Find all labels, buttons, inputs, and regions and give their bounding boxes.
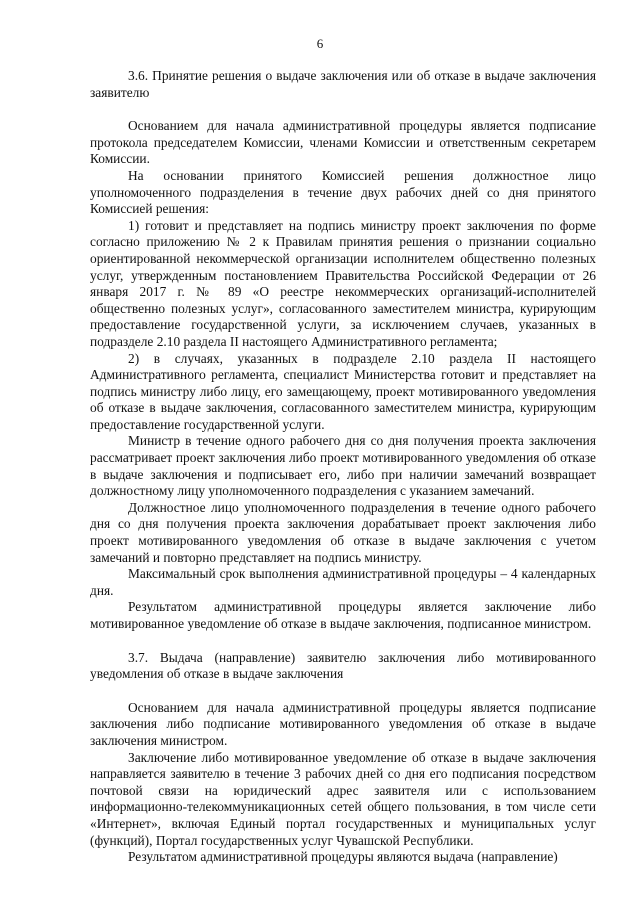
section-heading-3-6: 3.6. Принятие решения о выдаче заключения или об отказе в выдаче заключения заявителю: [90, 68, 596, 100]
page-number: 6: [316, 36, 324, 51]
paragraph: Должностное лицо уполномоченного подразделения в течение одного рабочего дня со дня получения проекта заключения дорабатывает проект заключения либо проект мотивированного уведомления об отказе в выдаче заключения с учетом замечаний и повторно представляет на подпись министру.: [90, 499, 596, 565]
paragraph: Результатом административной процедуры являются выдача (направление): [128, 849, 558, 865]
paragraph: Основанием для начала административной процедуры является подписание протокола председателем Комиссии, членами Комиссии и ответственным секретарем Комиссии.: [90, 118, 596, 167]
spacer: [90, 633, 596, 650]
spacer: [90, 683, 596, 700]
paragraph: Максимальный срок выполнения административной процедуры – 4 календарных дня.: [90, 566, 596, 598]
spacer: [90, 101, 596, 118]
paragraph: Результатом административной процедуры является заключение либо мотивированное уведомление об отказе в выдаче заключения, подписанное министром.: [90, 599, 596, 631]
paragraph: Основанием для начала административной процедуры является подписание заключения либо подписание мотивированного уведомления об отказе в выдаче заключения министром.: [90, 699, 596, 748]
section-heading-3-7: 3.7. Выдача (направление) заявителю заключения либо мотивированного уведомления об отказе в выдаче заключения: [90, 649, 596, 682]
paragraph: Заключение либо мотивированное уведомление об отказе в выдаче заключения направляется заявителю в течение 3 рабочих дней со дня его подписания посредством почтовой связи на юридический адрес заявителя или с использованием информационно-телекоммуникационных сетей общего пользования, в том числе сети «Интернет», включая Единый портал государственных и муниципальных услуг (функций), Портал государственных услуг Чувашской Республики.: [90, 749, 596, 848]
list-item-1: 1) готовит и представляет на подпись министру проект заключения по форме согласно приложению № 2 к Правилам принятия решения о признании социально ориентированной некоммерческой организации исполнителем общественно полезных услуг, утвержденным постановлением Правительства Российской Федерации от 26 января 2017 г. № 89 «О реестре некоммерческих организаций-исполнителей общественно полезных услуг», согласованного заместителем министра, курирующим предоставление государственной услуги, за исключением случаев, указанных в подразделе 2.10 раздела II настоящего Административного регламента;: [90, 217, 596, 349]
paragraph: На основании принятого Комиссией решения должностное лицо уполномоченного подразделения в течение двух рабочих дней со дня принятого Комиссией решения:: [90, 167, 596, 217]
paragraph: Министр в течение одного рабочего дня со дня получения проекта заключения рассматривает проект заключения либо проект мотивированного уведомления об отказе в выдаче заключения и подписывает его, либо при наличии замечаний возвращает должностному лицу уполномоченного подразделения с указанием замечаний.: [90, 433, 596, 499]
document-body: [90, 68, 596, 866]
list-item-2: 2) в случаях, указанных в подразделе 2.10 раздела II настоящего Административного регламента, специалист Министерства готовит и представляет на подпись министру либо лицу, его замещающему, проект мотивированного уведомления об отказе в выдаче заключения, согласованного заместителем министра, курирующим предоставление государственной услуги.: [90, 350, 596, 432]
